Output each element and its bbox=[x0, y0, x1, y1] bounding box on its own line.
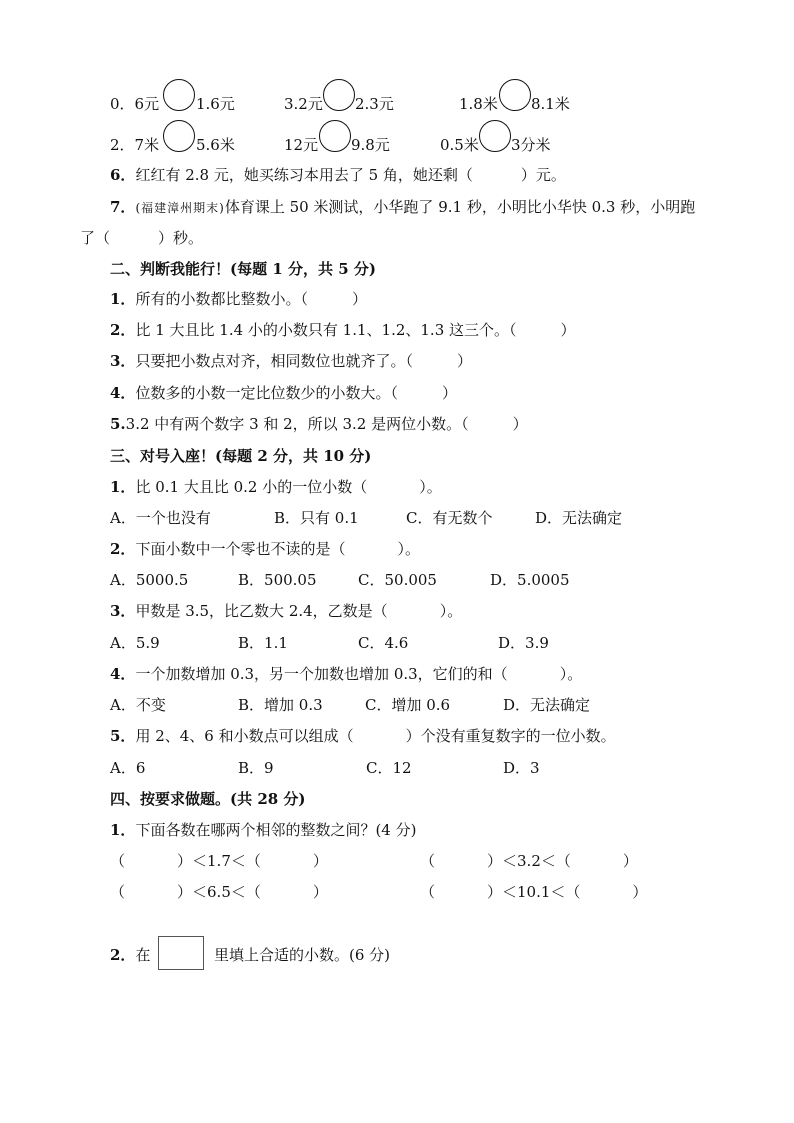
judge-item bbox=[110, 320, 576, 340]
option-c[interactable]: C．4.6 bbox=[358, 634, 409, 652]
compare-left: 0．6元 bbox=[110, 95, 160, 113]
question-source: (福建漳州期末) bbox=[135, 201, 225, 215]
question-text: 一个加数增加 0.3，另一个加数也增加 0.3，它们的和（ bbox=[135, 665, 508, 683]
question-number: 7． bbox=[110, 198, 136, 216]
compare-right: 3分米 bbox=[511, 136, 551, 154]
question-end: ） bbox=[560, 321, 576, 339]
question-number: 6． bbox=[110, 166, 136, 184]
option-c[interactable]: C．50.005 bbox=[358, 571, 437, 589]
question-text: 比 1 大且比 1.4 小的小数只有 1.1、1.2、1.3 这三个。（ bbox=[135, 321, 517, 339]
option-b[interactable]: B．500.05 bbox=[238, 571, 317, 589]
judge-item bbox=[110, 383, 457, 403]
question-6 bbox=[110, 165, 566, 185]
question-number: 4． bbox=[110, 665, 136, 683]
question-end: ） bbox=[512, 415, 528, 433]
option-d[interactable]: D．3 bbox=[503, 759, 540, 777]
section-2-title: 二、判断我能行！(每题 1 分，共 5 分) bbox=[110, 260, 376, 278]
section-4-question-1 bbox=[110, 820, 416, 840]
question-7 bbox=[110, 197, 695, 218]
option-c[interactable]: C．12 bbox=[366, 759, 412, 777]
between-expression: ）＜3.2＜（ bbox=[487, 852, 571, 870]
compare-right: 9.8元 bbox=[351, 136, 390, 154]
option-a[interactable]: A．5000.5 bbox=[110, 571, 189, 589]
paren-open: （ bbox=[110, 852, 126, 870]
paren-open: （ bbox=[420, 852, 436, 870]
compare-circle[interactable] bbox=[323, 79, 355, 111]
choice-question bbox=[110, 539, 420, 559]
option-a[interactable]: A．一个也没有 bbox=[110, 509, 211, 527]
option-d[interactable]: D．无法确定 bbox=[535, 509, 623, 527]
paren-close: ） bbox=[312, 883, 328, 901]
compare-circle[interactable] bbox=[163, 120, 195, 152]
question-end: ） bbox=[456, 352, 472, 370]
paren-close: ） bbox=[632, 883, 648, 901]
between-item bbox=[420, 882, 647, 902]
question-number: 3． bbox=[110, 602, 136, 620]
compare-right: 2.3元 bbox=[355, 95, 394, 113]
question-text: 位数多的小数一定比位数少的小数大。（ bbox=[135, 384, 398, 402]
question-text: 在 bbox=[135, 946, 151, 964]
question-number: 2． bbox=[110, 946, 136, 964]
question-number: 2． bbox=[110, 321, 136, 339]
question-end: ） bbox=[441, 384, 457, 402]
question-end: ）。 bbox=[397, 540, 420, 558]
compare-circle[interactable] bbox=[163, 79, 195, 111]
question-number: 1． bbox=[110, 821, 136, 839]
question-number: 1． bbox=[110, 478, 136, 496]
question-text: 甲数是 3.5，比乙数大 2.4，乙数是（ bbox=[135, 602, 388, 620]
option-a[interactable]: A．不变 bbox=[110, 696, 166, 714]
between-expression: ）＜10.1＜（ bbox=[487, 883, 581, 901]
question-end: ）个没有重复数字的一位小数。 bbox=[405, 727, 616, 745]
question-number: 3． bbox=[110, 352, 136, 370]
choice-question bbox=[110, 477, 442, 497]
question-text: 所有的小数都比整数小。（ bbox=[135, 290, 308, 308]
question-number: 2． bbox=[110, 540, 136, 558]
between-item bbox=[110, 882, 328, 902]
compare-left: 2．7米 bbox=[110, 136, 160, 154]
question-end: ）。 bbox=[419, 478, 442, 496]
question-end: ） bbox=[351, 290, 367, 308]
choice-question bbox=[110, 726, 616, 746]
question-number: 1． bbox=[110, 290, 136, 308]
compare-left: 12元 bbox=[284, 136, 319, 154]
compare-circle[interactable] bbox=[499, 79, 531, 111]
option-d[interactable]: D．无法确定 bbox=[503, 696, 591, 714]
question-end: ）秒。 bbox=[158, 229, 204, 247]
question-text: 只要把小数点对齐，相同数位也就齐了。（ bbox=[135, 352, 413, 370]
paren-open: （ bbox=[110, 883, 126, 901]
question-number: 5． bbox=[110, 727, 136, 745]
question-text: 红红有 2.8 元，她买练习本用去了 5 角，她还剩（ bbox=[135, 166, 473, 184]
compare-left: 0.5米 bbox=[440, 136, 479, 154]
option-a[interactable]: A．6 bbox=[110, 759, 146, 777]
answer-box[interactable] bbox=[158, 936, 204, 970]
compare-right: 5.6米 bbox=[196, 136, 235, 154]
question-end: ）元。 bbox=[520, 166, 566, 184]
option-b[interactable]: B．增加 0.3 bbox=[238, 696, 323, 714]
question-text: 里填上合适的小数。(6 分) bbox=[214, 946, 391, 964]
question-text: 比 0.1 大且比 0.2 小的一位小数（ bbox=[135, 478, 368, 496]
question-7-line2 bbox=[80, 228, 203, 248]
judge-item bbox=[110, 289, 367, 309]
choice-question bbox=[110, 664, 582, 684]
compare-circle[interactable] bbox=[319, 120, 351, 152]
option-d[interactable]: D．3.9 bbox=[498, 634, 549, 652]
question-number: 4． bbox=[110, 384, 136, 402]
section-4-question-2 bbox=[110, 945, 150, 965]
compare-circle[interactable] bbox=[479, 120, 511, 152]
option-d[interactable]: D．5.0005 bbox=[490, 571, 570, 589]
question-end: ）。 bbox=[559, 665, 583, 683]
compare-right: 8.1米 bbox=[531, 95, 570, 113]
question-text: 了（ bbox=[80, 229, 111, 247]
question-text: 用 2、4、6 和小数点可以组成（ bbox=[135, 727, 354, 745]
judge-item bbox=[110, 351, 472, 371]
option-c[interactable]: C．有无数个 bbox=[406, 509, 493, 527]
option-b[interactable]: B．1.1 bbox=[238, 634, 288, 652]
question-number: 5. bbox=[110, 415, 126, 433]
option-c[interactable]: C．增加 0.6 bbox=[365, 696, 451, 714]
between-item bbox=[420, 851, 638, 871]
question-text: 3.2 中有两个数字 3 和 2，所以 3.2 是两位小数。（ bbox=[125, 415, 469, 433]
question-end: ）。 bbox=[439, 602, 463, 620]
compare-right: 1.6元 bbox=[196, 95, 235, 113]
option-a[interactable]: A．5.9 bbox=[110, 634, 160, 652]
choice-question bbox=[110, 601, 462, 621]
option-b[interactable]: B．只有 0.1 bbox=[274, 509, 359, 527]
section-3-title: 三、对号入座！(每题 2 分，共 10 分) bbox=[110, 447, 372, 465]
question-text: 体育课上 50 米测试，小华跑了 9.1 秒，小明比小华快 0.3 秒，小明跑 bbox=[224, 198, 696, 216]
compare-left: 1.8米 bbox=[459, 95, 498, 113]
paren-open: （ bbox=[420, 883, 436, 901]
option-b[interactable]: B．9 bbox=[238, 759, 274, 777]
question-text: 下面小数中一个零也不读的是（ bbox=[135, 540, 346, 558]
paren-close: ） bbox=[312, 852, 328, 870]
between-expression: ）＜6.5＜（ bbox=[177, 883, 261, 901]
between-expression: ）＜1.7＜（ bbox=[177, 852, 261, 870]
section-4-title: 四、按要求做题。(共 28 分) bbox=[110, 790, 306, 808]
paren-close: ） bbox=[622, 852, 638, 870]
between-item bbox=[110, 851, 328, 871]
question-text: 下面各数在哪两个相邻的整数之间？(4 分) bbox=[135, 821, 417, 839]
judge-item bbox=[110, 414, 528, 434]
compare-left: 3.2元 bbox=[284, 95, 323, 113]
